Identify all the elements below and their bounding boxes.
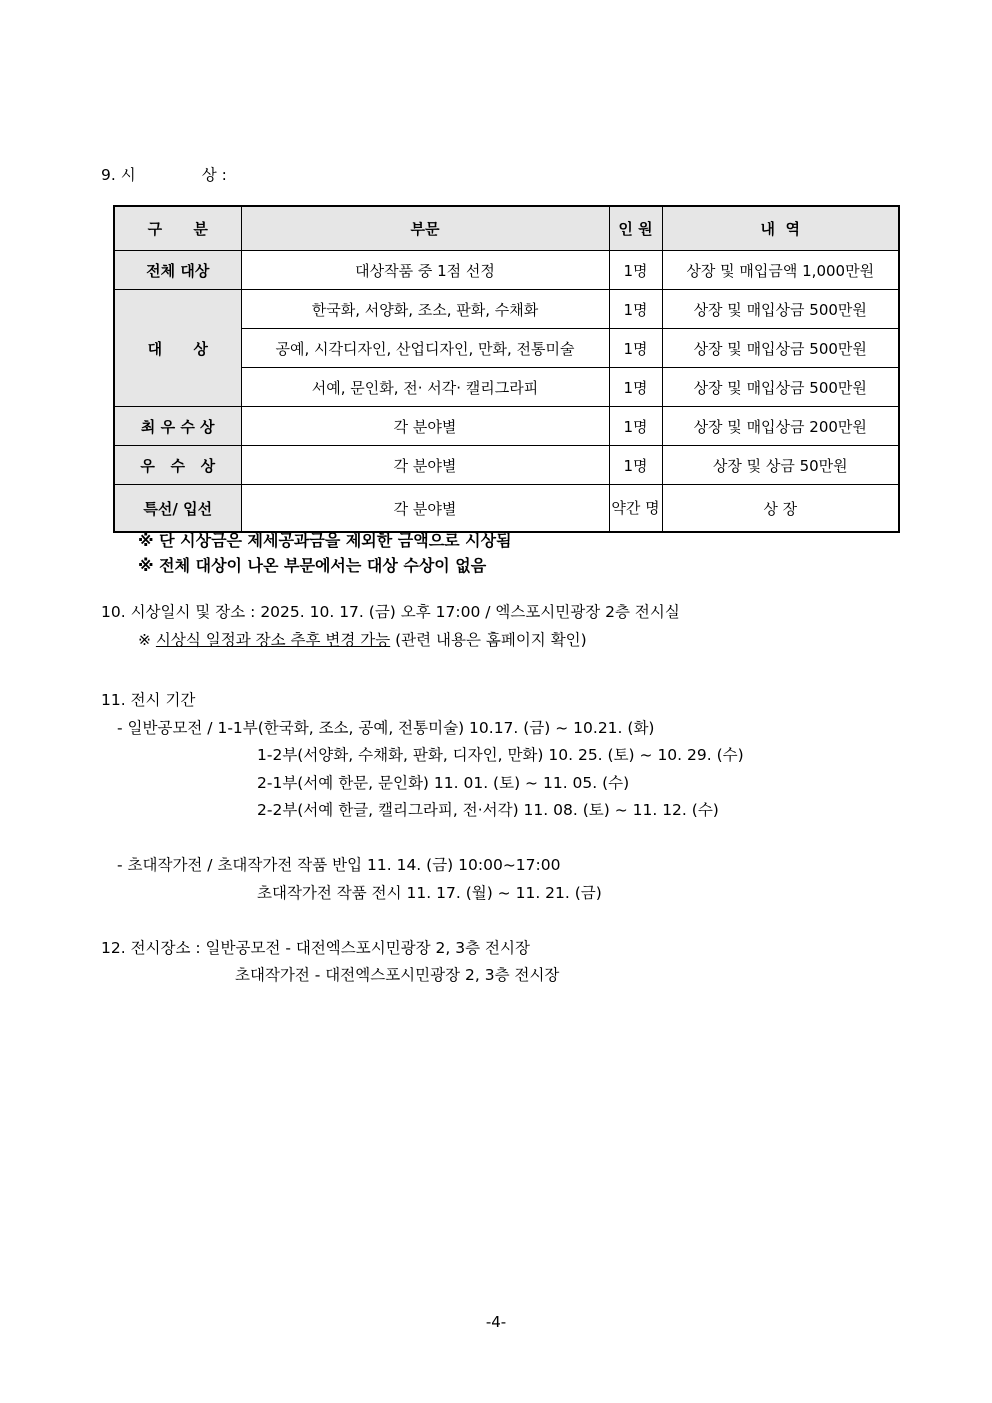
- detail-cell: 상장 및 매입상금 200만원: [662, 407, 899, 446]
- detail-cell: 상장 및 매입상금 500만원: [662, 290, 899, 329]
- detail-cell: 상 장: [662, 485, 899, 533]
- division-cell: 한국화, 서양화, 조소, 판화, 수채화: [241, 290, 609, 329]
- detail-cell: 상장 및 상금 50만원: [662, 446, 899, 485]
- note-tax: ※ 단 시상금은 제세공과금을 제외한 금액으로 시상됨: [138, 531, 512, 550]
- count-cell: 1명: [609, 290, 662, 329]
- header-division: 부문: [241, 206, 609, 251]
- page-number: -4-: [485, 1313, 507, 1331]
- category-cell: 전체 대상: [114, 251, 241, 290]
- count-cell: 1명: [609, 446, 662, 485]
- section-label-a: 시: [120, 166, 136, 184]
- section-12-line-1: 12. 전시장소 : 일반공모전 - 대전엑스포시민광장 2, 3층 전시장: [101, 939, 530, 957]
- section-12-line-2: 초대작가전 - 대전엑스포시민광장 2, 3층 전시장: [235, 966, 560, 984]
- award-table: [113, 205, 900, 533]
- detail-cell: 상장 및 매입금액 1,000만원: [662, 251, 899, 290]
- table-row: [114, 485, 899, 533]
- category-cell: 우 수 상: [114, 446, 241, 485]
- table-row: [114, 446, 899, 485]
- section-9-heading: [101, 163, 227, 185]
- table-row: [114, 251, 899, 290]
- detail-cell: 상장 및 매입상금 500만원: [662, 329, 899, 368]
- exhibit-general-1: - 일반공모전 / 1-1부(한국화, 조소, 공예, 전통미술) 10.17. (금) ~ 10.21. (화): [117, 719, 655, 737]
- section-10-note: [138, 628, 587, 650]
- note-suffix: (관련 내용은 홈페이지 확인): [390, 631, 587, 649]
- exhibit-general-3: 2-1부(서예 한문, 문인화) 11. 01. (토) ~ 11. 05. (수): [257, 774, 630, 792]
- note-underlined: 시상식 일정과 장소 추후 변경 가능: [155, 631, 391, 649]
- category-cell: 대 상: [114, 290, 241, 407]
- division-cell: 각 분야별: [241, 407, 609, 446]
- note-grand-prize: ※ 전체 대상이 나온 부문에서는 대상 수상이 없음: [138, 556, 487, 575]
- table-row: [114, 407, 899, 446]
- count-cell: 1명: [609, 407, 662, 446]
- division-cell: 각 분야별: [241, 485, 609, 533]
- count-cell: 1명: [609, 251, 662, 290]
- division-cell: 각 분야별: [241, 446, 609, 485]
- section-number: 9.: [101, 166, 116, 184]
- detail-cell: 상장 및 매입상금 500만원: [662, 368, 899, 407]
- header-category: 구 분: [114, 206, 241, 251]
- exhibit-invited-2: 초대작가전 작품 전시 11. 17. (월) ~ 11. 21. (금): [257, 884, 602, 902]
- header-detail: 내 역: [662, 206, 899, 251]
- section-10-line: 10. 시상일시 및 장소 : 2025. 10. 17. (금) 오후 17:00 / 엑스포시민광장 2층 전시실: [101, 603, 680, 621]
- section-11-title: 11. 전시 기간: [101, 691, 196, 709]
- note-mark: ※: [138, 631, 156, 649]
- category-cell: 최 우 수 상: [114, 407, 241, 446]
- exhibit-invited-1: - 초대작가전 / 초대작가전 작품 반입 11. 14. (금) 10:00~17:00: [117, 856, 561, 874]
- category-cell: 특선/ 입선: [114, 485, 241, 533]
- section-label-b: 상 :: [201, 166, 227, 184]
- header-count: 인 원: [609, 206, 662, 251]
- division-cell: 대상작품 중 1점 선정: [241, 251, 609, 290]
- count-cell: 1명: [609, 368, 662, 407]
- division-cell: 공예, 시각디자인, 산업디자인, 만화, 전통미술: [241, 329, 609, 368]
- count-cell: 약간 명: [609, 485, 662, 533]
- table-row: [114, 290, 899, 329]
- exhibit-general-4: 2-2부(서예 한글, 캘리그라피, 전·서각) 11. 08. (토) ~ 11. 12. (수): [257, 801, 719, 819]
- count-cell: 1명: [609, 329, 662, 368]
- exhibit-general-2: 1-2부(서양화, 수채화, 판화, 디자인, 만화) 10. 25. (토) ~ 10. 29. (수): [257, 746, 744, 764]
- division-cell: 서예, 문인화, 전· 서각· 캘리그라피: [241, 368, 609, 407]
